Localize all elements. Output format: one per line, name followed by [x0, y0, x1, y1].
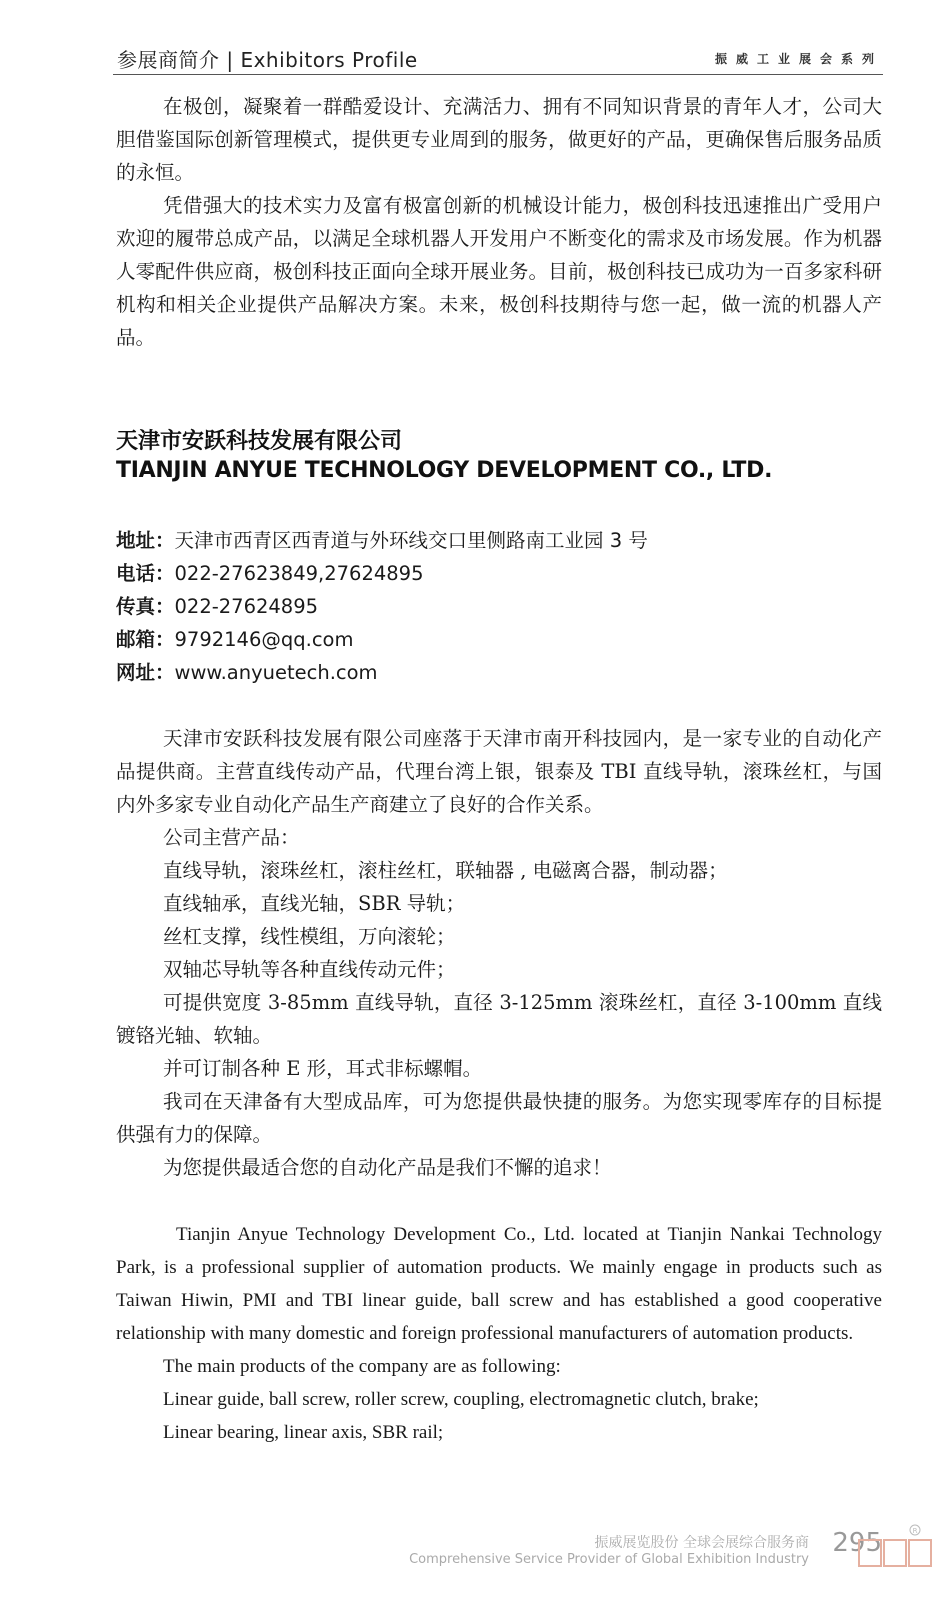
en-products-heading: The main products of the company are as following: [163, 1356, 561, 1377]
contact-label: 传真： [116, 595, 175, 618]
contact-value: 022-27623849,27624895 [174, 562, 424, 585]
header-title: 参展商简介 | Exhibitors Profile [117, 48, 418, 72]
cn-product-item: 丝杠支撑，线性模组，万向滚轮； [163, 925, 456, 948]
cn-warehouse-paragraph: 我司在天津备有大型成品库，可为您提供最快捷的服务。为您实现零库存的目标提供强有力的保障。 [116, 1090, 882, 1146]
intro-paragraph: 在极创，凝聚着一群酷爱设计、充满活力、拥有不同知识背景的青年人才，公司大胆借鉴国际创新管理模式，提供更专业周到的服务，做更好的产品，更确保售后服务品质的永恒。 [116, 95, 882, 184]
intro-section [116, 90, 882, 354]
watermark-logo-icon [857, 1524, 933, 1574]
en-product-item: Linear bearing, linear axis, SBR rail; [163, 1422, 444, 1443]
contact-value: www.anyuetech.com [174, 661, 378, 684]
contact-email [116, 623, 648, 656]
company-name-en: TIANJIN ANYUE TECHNOLOGY DEVELOPMENT CO., LTD. [116, 458, 773, 483]
header-divider [113, 74, 883, 75]
cn-closing-paragraph: 为您提供最适合您的自动化产品是我们不懈的追求！ [163, 1156, 612, 1179]
header-series-label: 振威工业展会系列 [714, 52, 883, 66]
cn-product-item: 直线导轨，滚珠丝杠，滚柱丝杠，联轴器 , 电磁离合器，制动器； [163, 859, 728, 882]
contact-value: 022-27624895 [174, 595, 319, 618]
cn-range-paragraph: 可提供宽度 3-85mm 直线导轨，直径 3-125mm 滚珠丝杠，直径 3-100mm 直线镀铬光轴、软轴。 [116, 991, 882, 1047]
footer-company-cn: 振威展览股份 全球会展综合服务商 [594, 1535, 809, 1551]
cn-description-intro [116, 722, 882, 821]
cn-custom-paragraph: 并可订制各种 E 形，耳式非标螺帽。 [163, 1057, 483, 1080]
contact-label: 电话： [116, 562, 175, 585]
contact-phone [116, 557, 648, 590]
contact-address [116, 524, 648, 557]
company-name-cn: 天津市安跃科技发展有限公司 [116, 429, 403, 454]
cn-intro-paragraph: 天津市安跃科技发展有限公司座落于天津市南开科技园内，是一家专业的自动化产品提供商。主营直线传动产品，代理台湾上银，银泰及 TBI 直线导轨，滚珠丝杠，与国内外多家专业自动化产品生产商建立了良好的合作关系。 [116, 727, 882, 816]
page-header [113, 40, 883, 76]
en-description [116, 1218, 882, 1449]
contact-label: 邮箱： [116, 628, 175, 651]
en-product-item: Linear guide, ball screw, roller screw, coupling, electromagnetic clutch, brake; [163, 1389, 759, 1410]
en-intro-paragraph: Tianjin Anyue Technology Development Co., Ltd. located at Tianjin Nankai Technology Park, is a professional supplier of automation products. We mainly engage in products such as Taiwan Hiwin, PMI and TBI linear guide, ball screw and has established a good cooperative relationship with many domestic and foreign professional manufacturers of automation products. [116, 1224, 882, 1344]
contact-label: 网址： [116, 661, 175, 684]
contact-fax [116, 590, 648, 623]
contact-value: 天津市西青区西青道与外环线交口里侧路南工业园 3 号 [174, 529, 648, 552]
intro-paragraph: 凭借强大的技术实力及富有极富创新的机械设计能力，极创科技迅速推出广受用户欢迎的履带总成产品，以满足全球机器人开发用户不断变化的需求及市场发展。作为机器人零配件供应商，极创科技正面向全球开展业务。目前，极创科技已成功为一百多家科研机构和相关企业提供产品解决方案。未来，极创科技期待与您一起，做一流的机器人产品。 [116, 194, 882, 349]
cn-product-item: 直线轴承，直线光轴，SBR 导轨； [163, 892, 466, 915]
cn-products-heading: 公司主营产品： [163, 826, 300, 849]
contact-label: 地址： [116, 529, 175, 552]
svg-text:R: R [912, 1527, 918, 1535]
cn-range-section [116, 986, 882, 1184]
contact-value: 9792146@qq.com [174, 628, 354, 651]
cn-product-item: 双轴芯导轨等各种直线传动元件； [163, 958, 456, 981]
cn-products-section [116, 821, 882, 986]
footer-company-en: Comprehensive Service Provider of Global Exhibition Industry [409, 1552, 809, 1567]
page-number: 295 [832, 1528, 882, 1558]
contact-list [116, 524, 648, 689]
page-footer [400, 1518, 937, 1600]
contact-website [116, 656, 648, 689]
